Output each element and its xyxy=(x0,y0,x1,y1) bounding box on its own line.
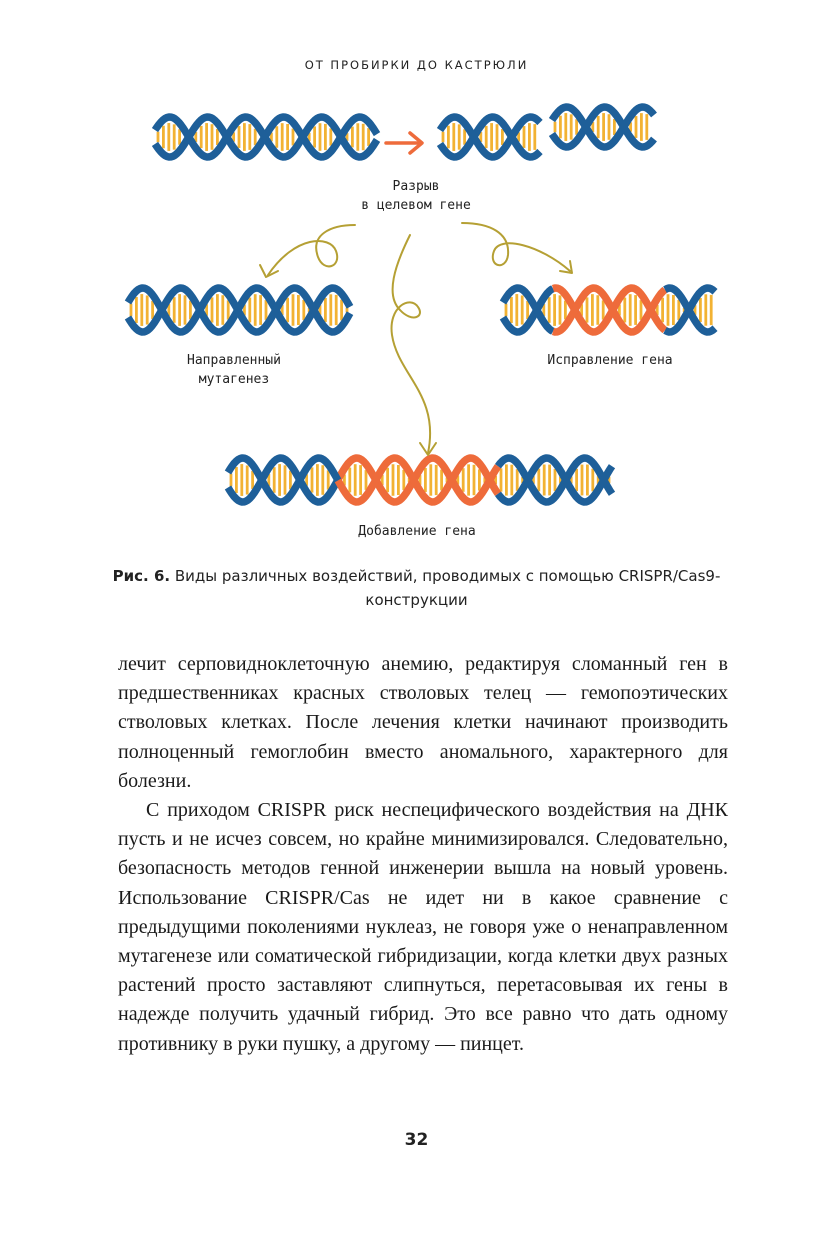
figure-caption xyxy=(110,564,723,612)
page-number: 32 xyxy=(404,1130,429,1150)
mutagenesis-label-line1: Направленный xyxy=(187,353,281,368)
dna-correction xyxy=(503,288,715,332)
curly-arrow-left xyxy=(268,225,355,275)
dna-cut-left xyxy=(440,117,540,157)
dna-layer xyxy=(128,107,715,502)
dna-strand-b xyxy=(128,288,350,332)
dna-strand-b xyxy=(155,117,377,157)
body-text xyxy=(118,650,728,1059)
curly-arrow-right xyxy=(462,223,570,271)
mutagenesis-label xyxy=(134,351,334,389)
crispr-figure xyxy=(0,95,833,555)
crispr-diagram xyxy=(0,95,833,555)
caption-label: Рис. 6. xyxy=(112,567,171,585)
caption-text: Виды различных воздействий, проводимых с помощью CRISPR/Cas9-конструкции xyxy=(174,567,721,609)
dna-cut-right xyxy=(552,107,654,147)
dna-mutagenesis xyxy=(128,288,350,332)
correction-label: Исправление гена xyxy=(547,353,673,368)
addition-label: Добавление гена xyxy=(358,524,476,539)
dna-intact xyxy=(155,117,377,157)
dna-addition xyxy=(228,458,612,502)
break-label-line2: в целевом гене xyxy=(361,198,471,213)
break-label xyxy=(316,177,516,215)
break-label-line1: Разрыв xyxy=(392,179,440,194)
paragraph-2: С приходом CRISPR риск неспецифического воздействия на ДНК пусть и не исчез совсем, но крайне минимизировался. Следовательно, безопасность методов генной инженерии вышла на новый уровень. Использование CRISPR/Cas не идет ни в какое сравнение с предыдущими поколениями нуклеаз, не говоря уже о ненаправленном мутагенезе или соматической гибридизации, когда клетки двух разных растений просто заставляют слипнуться, перетасовывая их гены в надежде получить удачный гибрид. Это все равно что дать одному противнику в руки пушку, а другому — пинцет. xyxy=(118,799,728,1055)
paragraph-1: лечит серповидноклеточную анемию, редактируя сломанный ген в предшественниках красных стволовых телец — гемопоэтических стволовых клетках. После лечения клетки начинают производить полноценный гемоглобин вместо аномального, характерного для болезни. xyxy=(118,653,728,792)
running-header: ОТ ПРОБИРКИ ДО КАСТРЮЛИ xyxy=(304,58,529,72)
mutagenesis-label-line2: мутагенез xyxy=(198,372,270,387)
curly-arrow-down xyxy=(392,235,431,453)
